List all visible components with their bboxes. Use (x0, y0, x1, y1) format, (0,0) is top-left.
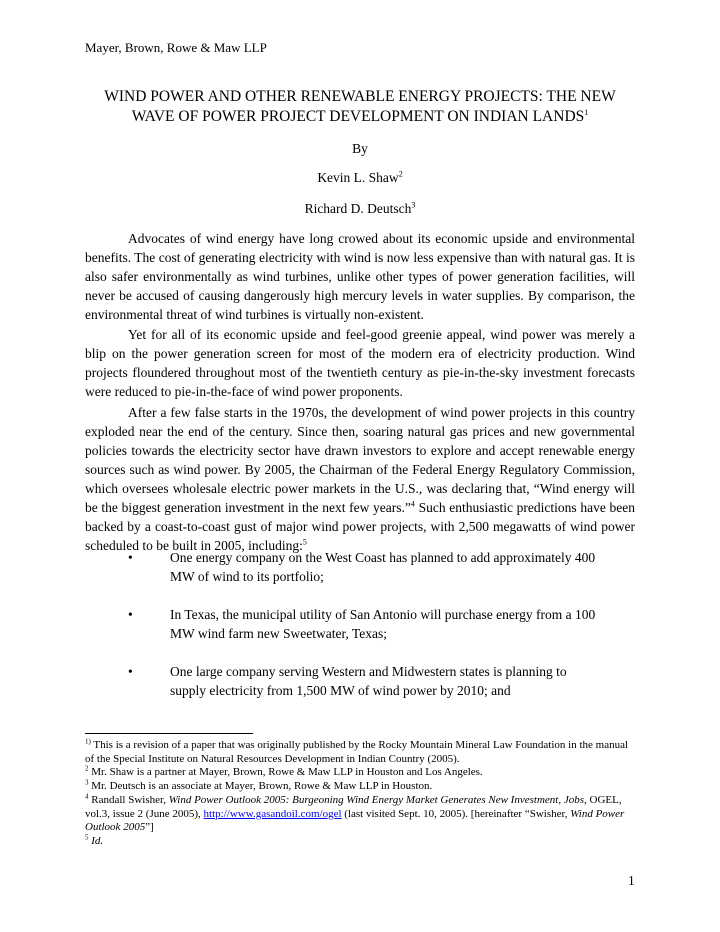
footnote-2 (85, 766, 637, 780)
running-header: Mayer, Brown, Rowe & Maw LLP (85, 40, 267, 55)
author-2-footnote-ref[interactable]: 3 (411, 200, 416, 210)
bullet-text: One large company serving Western and Midwestern states is planning to supply electricity from 1,500 MW of wind power by 2010; and (170, 664, 567, 698)
footnote-1 (85, 739, 637, 766)
byline-by: By (352, 141, 368, 156)
footnote-5-mark: 5 (85, 833, 89, 842)
footnote-ref-5[interactable]: 5 (302, 537, 307, 547)
footnote-5-text: Id. (88, 834, 104, 847)
paragraph-3-text-a: After a few false starts in the 1970s, the development of wind power projects in this country exploded near the end of the century. Since then, soaring natural gas prices and new governmental policies towards the electricity sector have drawn investors to explore and accept renewable energy sources such as wind power. By 2005, the Chairman of the Federal Energy Regulatory Commission, which oversees wholesale electric power markets in the U.S., was declaring that, “Wind energy will be the biggest generation investment in the next few years.” (85, 405, 635, 515)
footnote-3 (85, 780, 637, 794)
footnote-4 (85, 794, 637, 835)
title-line-2-text: WAVE OF POWER PROJECT DEVELOPMENT ON INDIAN LANDS (131, 108, 585, 125)
footnote-4-title: Wind Power Outlook 2005: Burgeoning Wind Energy Market Generates New Investment, Jobs (168, 793, 584, 806)
body-paragraph-2: Yet for all of its economic upside and feel-good greenie appeal, wind power was merely a blip on the power generation screen for most of the modern era of electricity production. Wind projects floundered throughout most of the twentieth century as pie-in-the-sky investment forecasts were reduced to pie-in-the-face of wind power proponents. (85, 327, 635, 399)
page-number: 1 (628, 873, 635, 888)
author-1 (85, 170, 635, 186)
author-1-footnote-ref[interactable]: 2 (398, 169, 403, 179)
bullet-item (85, 662, 600, 700)
footnote-4-short-title: Wind Power Outlook 2005 (85, 807, 625, 834)
footnote-4-author: Randall Swisher, (88, 793, 169, 806)
footnote-4-mid: , OGEL, vol.3, issue 2 (June 2005), (85, 793, 622, 820)
title-line-1: WIND POWER AND OTHER RENEWABLE ENERGY PROJECTS: THE NEW (104, 88, 616, 105)
author-2-name: Richard D. Deutsch (304, 201, 412, 216)
bullet-list (85, 548, 635, 719)
footnote-3-text: Mr. Deutsch is an associate at Mayer, Brown, Rowe & Maw LLP in Houston. (88, 780, 433, 793)
body-paragraph-1: Advocates of wind energy have long crowed about its economic upside and environmental benefits. The cost of generating electricity with wind is now less expensive than with natural gas. It is also safer environmentally as wind turbines, unlike other types of power generation facilities, will never be accused of causing dangerously high mercury levels in water supplies. By comparison, the environmental threat of wind turbines is virtually non-existent. (85, 231, 635, 322)
body-paragraph-3 (85, 403, 635, 555)
footnote-separator (85, 733, 253, 734)
bullet-icon: • (128, 550, 133, 565)
footnote-5 (85, 835, 637, 849)
footnote-4-link[interactable]: http://www.gasandoil.com/ogel (203, 807, 342, 820)
title-line-2 (70, 107, 650, 127)
bullet-item (85, 548, 600, 586)
footnote-1-text: This is a revision of a paper that was originally published by the Rocky Mountain Mineral Law Foundation in the manual of the Special Institute on Natural Resources Development in Indian Country (2005). (85, 739, 629, 765)
paper-title (70, 87, 650, 127)
bullet-text: One energy company on the West Coast has planned to add approximately 400 MW of wind to its portfolio; (170, 550, 596, 584)
footnote-1-mark: 1) (85, 737, 91, 746)
paragraph-3-text-b: Such enthusiastic predictions have been backed by a coast-to-coast gust of major wind power projects, with 2,500 megawatts of wind power scheduled to be built in 2005, including: (85, 500, 635, 553)
footnote-4-mark: 4 (85, 792, 89, 801)
title-footnote-ref[interactable]: 1 (584, 107, 589, 117)
footnote-2-mark: 2 (85, 764, 89, 773)
bullet-icon: • (128, 664, 133, 679)
bullet-text: In Texas, the municipal utility of San Antonio will purchase energy from a 100 MW wind farm new Sweetwater, Texas; (170, 607, 596, 641)
footnotes (85, 739, 637, 849)
footnote-2-text: Mr. Shaw is a partner at Mayer, Brown, Rowe & Maw LLP in Houston and Los Angeles. (88, 766, 483, 779)
author-1-name: Kevin L. Shaw (317, 170, 399, 185)
bullet-item (85, 605, 600, 643)
bullet-icon: • (128, 607, 133, 622)
footnote-ref-4[interactable]: 4 (410, 499, 415, 509)
footnote-4-end-2: ”] (145, 821, 154, 834)
footnote-3-mark: 3 (85, 778, 89, 787)
footnote-4-end-1: (last visited Sept. 10, 2005). [hereinafter “Swisher, (341, 807, 571, 820)
author-2 (85, 201, 635, 217)
